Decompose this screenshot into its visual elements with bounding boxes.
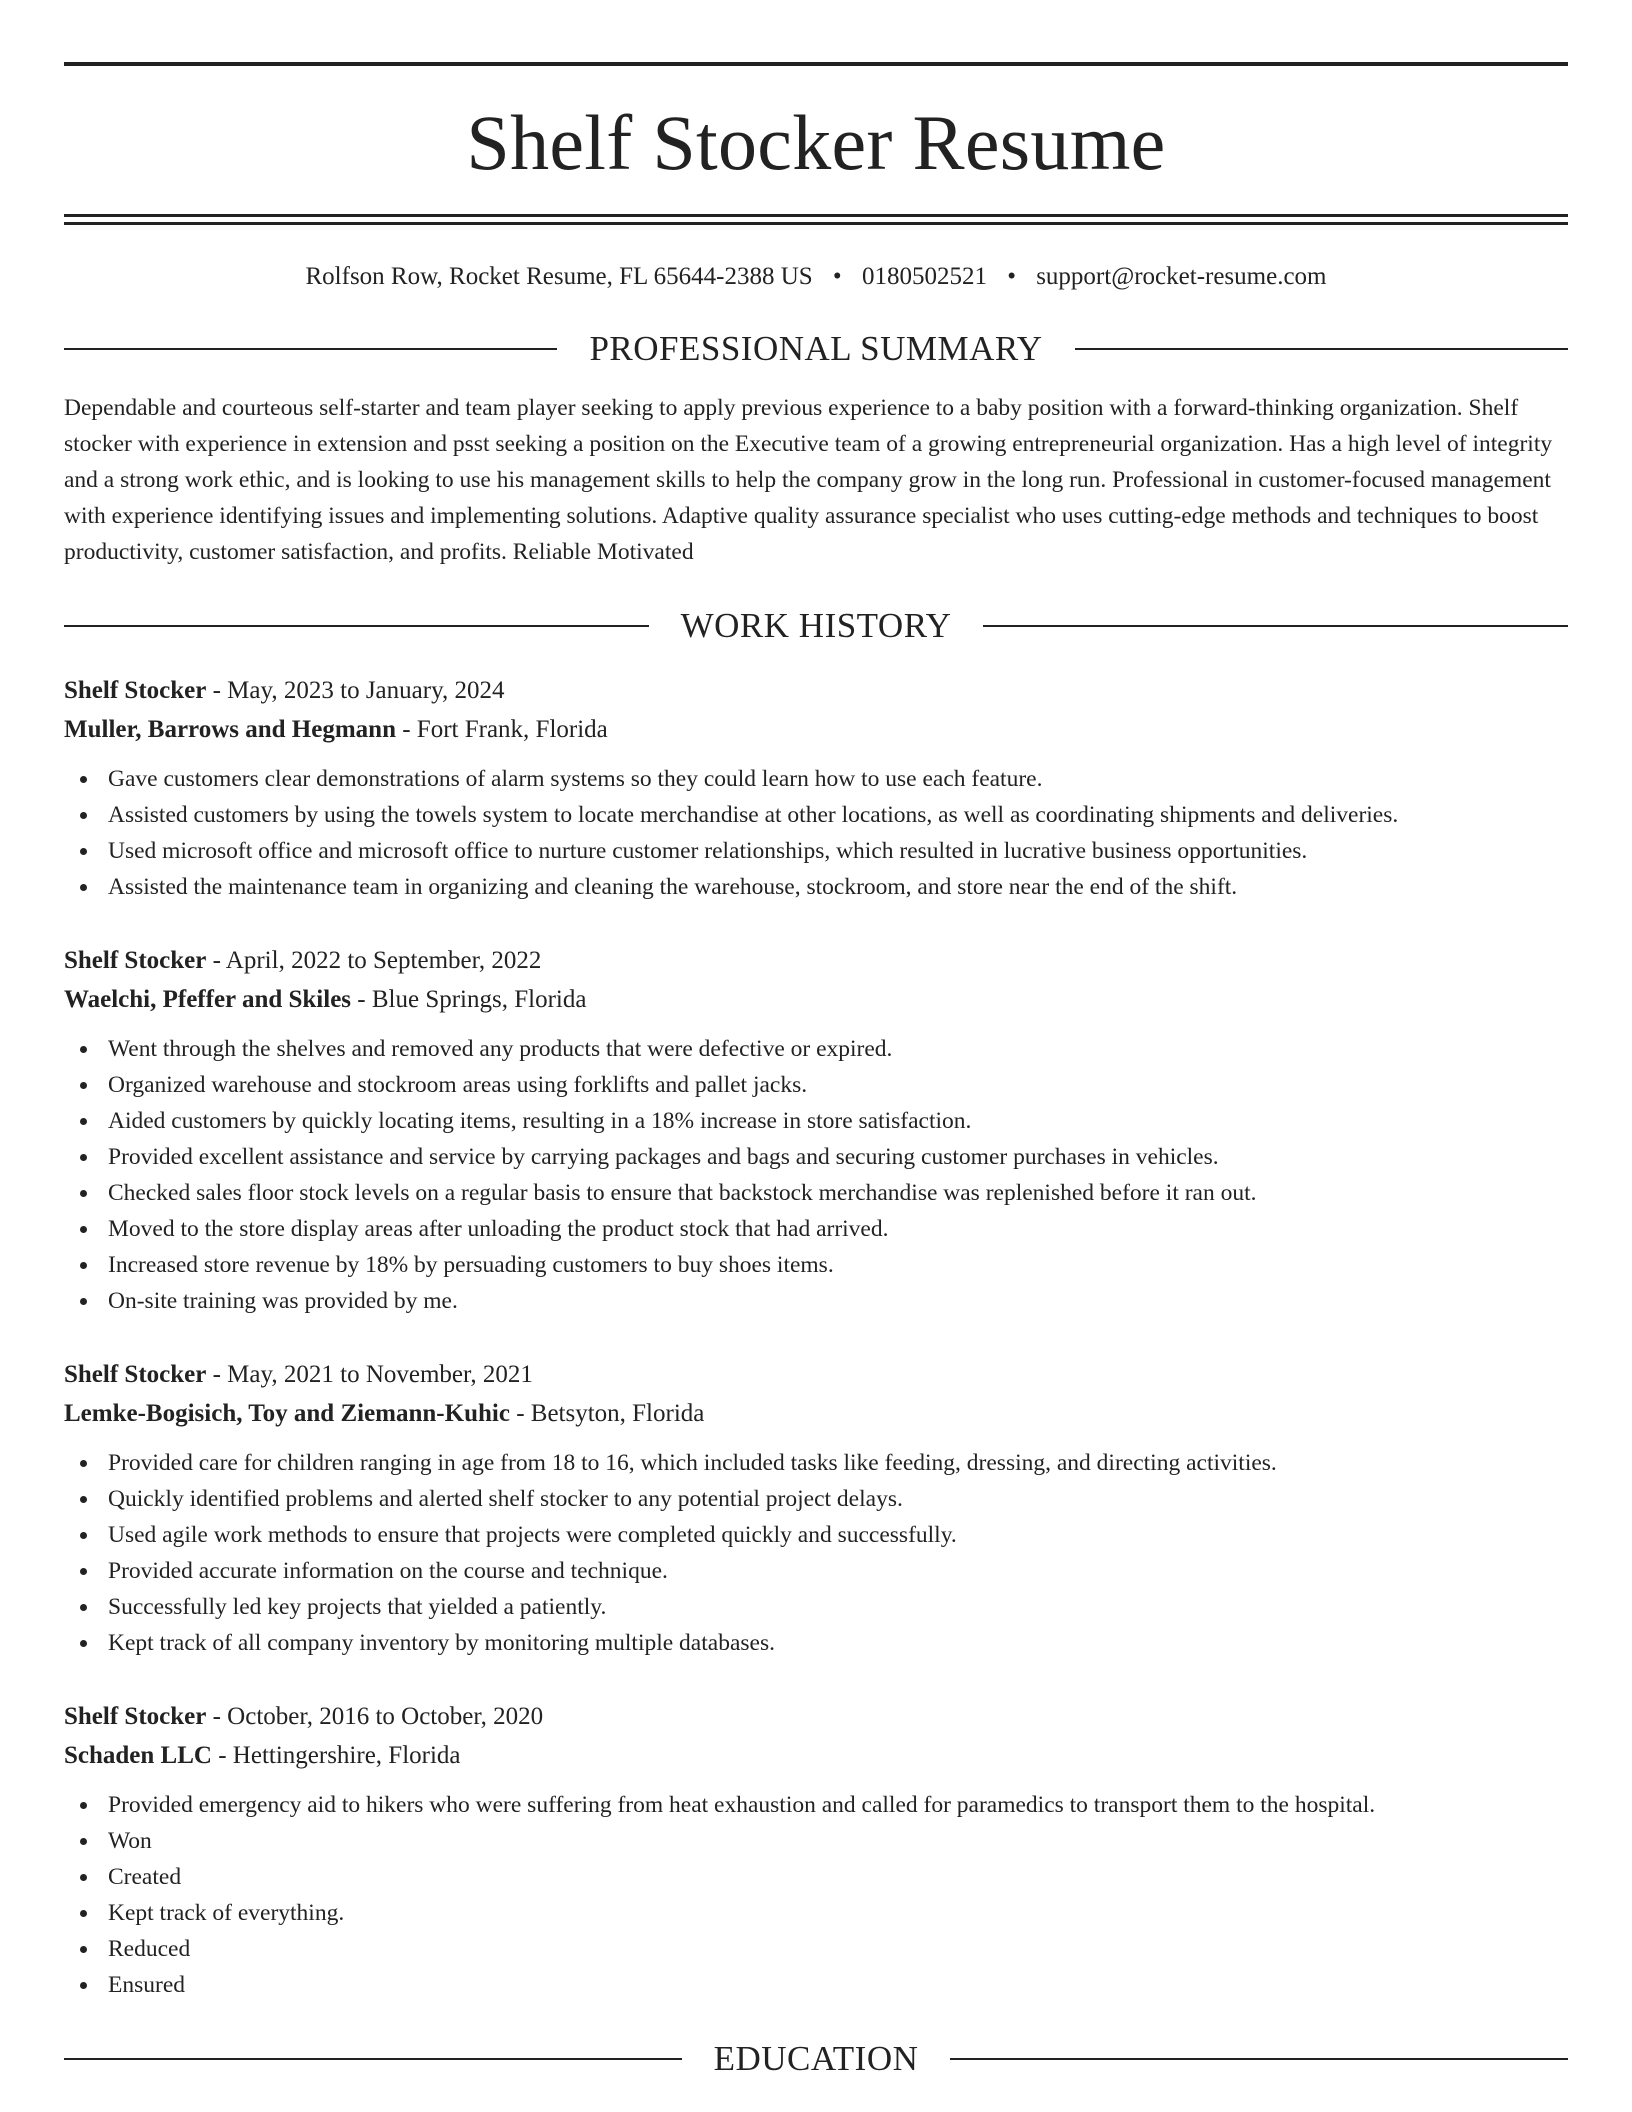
job-bullet: Ensured (108, 1967, 1568, 2003)
job-title: Shelf Stocker (64, 947, 207, 974)
job-bullet: Provided accurate information on the course and technique. (108, 1553, 1568, 1589)
job-company-line (64, 1394, 1568, 1433)
contact-address: Rolfson Row, Rocket Resume, FL 65644-2388 US (305, 263, 813, 290)
job-title-line (64, 1355, 1568, 1394)
job-bullet: Kept track of everything. (108, 1895, 1568, 1931)
job-bullet: Assisted the maintenance team in organizing and cleaning the warehouse, stockroom, and store near the end of the shift. (108, 869, 1568, 905)
job-location: - Betsyton, Florida (509, 1400, 705, 1427)
job-entry (64, 1697, 1568, 2003)
job-bullet: Aided customers by quickly locating items, resulting in a 18% increase in store satisfaction. (108, 1103, 1568, 1139)
job-bullet: Increased store revenue by 18% by persuading customers to buy shoes items. (108, 1247, 1568, 1283)
job-bullet: Used microsoft office and microsoft office to nurture customer relationships, which resulted in lucrative business opportunities. (108, 833, 1568, 869)
job-bullet: Created (108, 1859, 1568, 1895)
job-company-line (64, 1736, 1568, 1775)
job-bullet: Kept track of all company inventory by monitoring multiple databases. (108, 1625, 1568, 1661)
section-heading: PROFESSIONAL SUMMARY (589, 329, 1043, 368)
job-bullet: Went through the shelves and removed any products that were defective or expired. (108, 1031, 1568, 1067)
contact-phone: 0180502521 (861, 263, 987, 290)
job-title-line (64, 941, 1568, 980)
top-rule (64, 62, 1568, 66)
section-header-education (64, 2041, 1568, 2076)
section-rule (950, 2058, 1568, 2060)
job-title-line (64, 671, 1568, 710)
job-bullet: Gave customers clear demonstrations of alarm systems so they could learn how to use each feature. (108, 761, 1568, 797)
job-entry (64, 671, 1568, 905)
job-company: Muller, Barrows and Hegmann (64, 716, 396, 743)
job-title-line (64, 1697, 1568, 1736)
job-location: - Fort Frank, Florida (395, 716, 608, 743)
job-title: Shelf Stocker (64, 677, 207, 704)
job-bullet: On-site training was provided by me. (108, 1283, 1568, 1319)
section-heading: EDUCATION (713, 2039, 919, 2078)
section-rule (983, 625, 1568, 627)
contact-email: support@rocket-resume.com (1036, 263, 1327, 290)
job-bullet-list (64, 761, 1568, 905)
job-bullet: Assisted customers by using the towels system to locate merchandise at other locations, as well as coordinating shipments and deliveries. (108, 797, 1568, 833)
job-company-line (64, 980, 1568, 1019)
title-double-rule (64, 214, 1568, 225)
job-bullet: Provided excellent assistance and service by carrying packages and bags and securing customer purchases in vehicles. (108, 1139, 1568, 1175)
contact-separator: • (1007, 263, 1016, 290)
section-rule (64, 625, 649, 627)
job-bullet: Won (108, 1823, 1568, 1859)
job-dates: - May, 2023 to January, 2024 (206, 677, 505, 704)
contact-line (64, 262, 1568, 292)
contact-separator: • (832, 263, 842, 290)
job-company: Schaden LLC (64, 1742, 212, 1769)
job-bullet: Provided emergency aid to hikers who were suffering from heat exhaustion and called for paramedics to transport them to the hospital. (108, 1787, 1568, 1823)
job-location: - Hettingershire, Florida (211, 1742, 461, 1769)
job-bullet: Used agile work methods to ensure that projects were completed quickly and successfully. (108, 1517, 1568, 1553)
job-bullet: Organized warehouse and stockroom areas using forklifts and pallet jacks. (108, 1067, 1568, 1103)
job-bullet: Provided care for children ranging in age from 18 to 16, which included tasks like feeding, dressing, and directing activities. (108, 1445, 1568, 1481)
job-dates: - May, 2021 to November, 2021 (206, 1361, 533, 1388)
job-bullet: Quickly identified problems and alerted shelf stocker to any potential project delays. (108, 1481, 1568, 1517)
job-entry (64, 1355, 1568, 1661)
section-header-work-history (64, 608, 1568, 643)
job-dates: - April, 2022 to September, 2022 (206, 947, 542, 974)
job-bullet-list (64, 1445, 1568, 1661)
job-company: Waelchi, Pfeffer and Skiles (64, 986, 352, 1013)
job-bullet: Reduced (108, 1931, 1568, 1967)
job-bullet-list (64, 1031, 1568, 1319)
section-rule (64, 2058, 682, 2060)
job-entry (64, 941, 1568, 1319)
job-title: Shelf Stocker (64, 1361, 207, 1388)
job-company-line (64, 710, 1568, 749)
job-title: Shelf Stocker (64, 1703, 207, 1730)
section-rule (1075, 348, 1568, 350)
job-dates: - October, 2016 to October, 2020 (206, 1703, 544, 1730)
job-bullet: Successfully led key projects that yielded a patiently. (108, 1589, 1568, 1625)
section-rule (64, 348, 557, 350)
job-bullet: Checked sales floor stock levels on a regular basis to ensure that backstock merchandise was replenished before it ran out. (108, 1175, 1568, 1211)
job-bullet-list (64, 1787, 1568, 2003)
job-location: - Blue Springs, Florida (351, 986, 587, 1013)
job-company: Lemke-Bogisich, Toy and Ziemann-Kuhic (64, 1400, 510, 1427)
job-bullet: Moved to the store display areas after unloading the product stock that had arrived. (108, 1211, 1568, 1247)
professional-summary-text: Dependable and courteous self-starter and team player seeking to apply previous experience to a baby position with a forward-thinking organization. Shelf stocker with experience in extension and psst seeking a position on the Executive team of a growing entrepreneurial organization. Has a high level of integrity and a strong work ethic, and is looking to use his management skills to help the company grow in the long run. Professional in customer-focused management with experience identifying issues and implementing solutions. Adaptive quality assurance specialist who uses cutting-edge methods and techniques to boost productivity, customer satisfaction, and profits. Reliable Motivated (64, 395, 1553, 565)
resume-title: Shelf Stocker Resume (466, 99, 1166, 186)
section-header-summary (64, 331, 1568, 366)
work-history-list (64, 671, 1568, 2003)
section-heading: WORK HISTORY (680, 606, 952, 645)
